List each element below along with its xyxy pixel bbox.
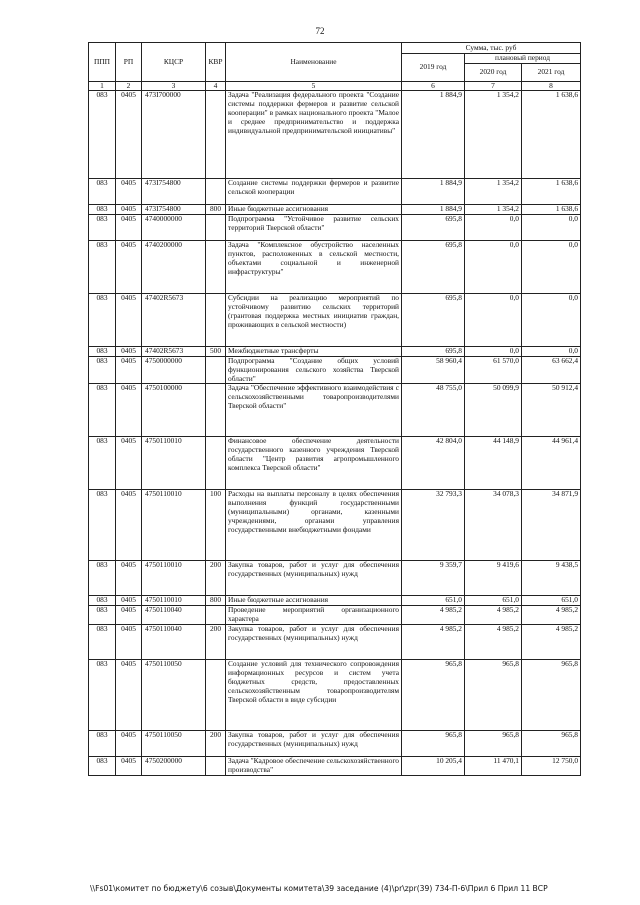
- kvr-cell: [206, 606, 226, 625]
- kvr-cell: 100: [206, 490, 226, 561]
- kvr-cell: [206, 90, 226, 178]
- header-2021: 2021 год: [522, 63, 581, 81]
- name-cell: Задача "Кадровое обеспечение сельскохозяйственного производства": [226, 757, 402, 776]
- amount-2020-cell: 0,0: [465, 240, 522, 293]
- ppp-cell: 083: [89, 660, 116, 731]
- table-row: [89, 437, 581, 490]
- amount-2020-cell: 0,0: [465, 293, 522, 346]
- name-cell: Закупка товаров, работ и услуг для обеспечения государственных (муниципальных) нужд: [226, 625, 402, 660]
- amount-2019-cell: 9 359,7: [402, 561, 465, 596]
- amount-2020-cell: 1 354,2: [465, 178, 522, 204]
- kvr-cell: 800: [206, 596, 226, 606]
- amount-2019-cell: 651,0: [402, 596, 465, 606]
- rp-cell: 0405: [116, 437, 142, 490]
- amount-2020-cell: 61 570,0: [465, 356, 522, 384]
- column-index: 1: [89, 81, 116, 90]
- file-path-footer: \\Fs01\комитет по бюджету\6 созыв\Документы комитета\39 заседание (4)\pr\zpr(39) 734-П-6\Прил 6 Прил 11 ВСР: [90, 884, 548, 893]
- ppp-cell: 083: [89, 240, 116, 293]
- amount-2019-cell: 4 985,2: [402, 625, 465, 660]
- amount-2019-cell: 695,8: [402, 214, 465, 240]
- rp-cell: 0405: [116, 356, 142, 384]
- rp-cell: 0405: [116, 346, 142, 356]
- name-cell: Финансовое обеспечение деятельности государственного казенного учреждения Тверской области "Центр развития агропромышленного комплекса Тверской области": [226, 437, 402, 490]
- amount-2020-cell: 50 099,9: [465, 384, 522, 437]
- kcsr-cell: 473I700000: [142, 90, 206, 178]
- amount-2019-cell: 1 884,9: [402, 90, 465, 178]
- amount-2020-cell: 9 419,6: [465, 561, 522, 596]
- rp-cell: 0405: [116, 660, 142, 731]
- table-row: [89, 346, 581, 356]
- kvr-cell: [206, 356, 226, 384]
- header-sum: Сумма, тыс. руб: [402, 43, 581, 54]
- amount-2020-cell: 0,0: [465, 214, 522, 240]
- header-plan-period: плановый период: [465, 54, 581, 64]
- ppp-cell: 083: [89, 204, 116, 214]
- header-2020: 2020 год: [465, 63, 522, 81]
- table-row: [89, 596, 581, 606]
- amount-2019-cell: 10 205,4: [402, 757, 465, 776]
- kcsr-cell: 4740200000: [142, 240, 206, 293]
- amount-2021-cell: 965,8: [522, 660, 581, 731]
- kvr-cell: [206, 214, 226, 240]
- kvr-cell: 200: [206, 561, 226, 596]
- ppp-cell: 083: [89, 178, 116, 204]
- name-cell: Задача "Реализация федерального проекта "Создание системы поддержки фермеров и развитие сельской кооперации" в рамках национального проекта "Малое и среднее предпринимательство и поддержка индивидуальной предпринимательской инициативы": [226, 90, 402, 178]
- amount-2020-cell: 4 985,2: [465, 625, 522, 660]
- kvr-cell: 200: [206, 625, 226, 660]
- name-cell: Подпрограмма "Устойчивое развитие сельских территорий Тверской области": [226, 214, 402, 240]
- name-cell: Иные бюджетные ассигнования: [226, 204, 402, 214]
- kvr-cell: [206, 757, 226, 776]
- rp-cell: 0405: [116, 214, 142, 240]
- kcsr-cell: 4750110040: [142, 606, 206, 625]
- kcsr-cell: 4750110010: [142, 561, 206, 596]
- table-row: [89, 561, 581, 596]
- kcsr-cell: 47402R5673: [142, 293, 206, 346]
- rp-cell: 0405: [116, 625, 142, 660]
- kvr-cell: [206, 384, 226, 437]
- ppp-cell: 083: [89, 356, 116, 384]
- rp-cell: 0405: [116, 606, 142, 625]
- kcsr-cell: 4750100000: [142, 384, 206, 437]
- kcsr-cell: 4750110010: [142, 490, 206, 561]
- amount-2019-cell: 48 755,0: [402, 384, 465, 437]
- kcsr-cell: 4750110040: [142, 625, 206, 660]
- amount-2019-cell: 695,8: [402, 240, 465, 293]
- ppp-cell: 083: [89, 625, 116, 660]
- amount-2021-cell: 4 985,2: [522, 606, 581, 625]
- rp-cell: 0405: [116, 240, 142, 293]
- amount-2019-cell: 1 884,9: [402, 204, 465, 214]
- header-ppp: ППП: [89, 43, 116, 82]
- amount-2019-cell: 965,8: [402, 731, 465, 757]
- table-row: [89, 606, 581, 625]
- name-cell: Подпрограмма "Создание общих условий функционирования сельского хозяйства Тверской области": [226, 356, 402, 384]
- table-row: [89, 178, 581, 204]
- kcsr-cell: 473I754800: [142, 204, 206, 214]
- amount-2020-cell: 11 470,1: [465, 757, 522, 776]
- name-cell: Задача "Комплексное обустройство населенных пунктов, расположенных в сельской местности, объектами социальной и инженерной инфраструктуры": [226, 240, 402, 293]
- column-index: 7: [465, 81, 522, 90]
- amount-2019-cell: 32 793,3: [402, 490, 465, 561]
- name-cell: Создание условий для технического сопровождения информационных ресурсов и систем учета бюджетных средств, предоставленных сельскохозяйственным товаропроизводителям Тверской области в виде субсидии: [226, 660, 402, 731]
- amount-2020-cell: 4 985,2: [465, 606, 522, 625]
- name-cell: Субсидии на реализацию мероприятий по устойчивому развитию сельских территорий (грантовая поддержка местных инициатив граждан, проживающих в сельской местности): [226, 293, 402, 346]
- kvr-cell: 800: [206, 204, 226, 214]
- page-number: 72: [315, 26, 325, 36]
- ppp-cell: 083: [89, 90, 116, 178]
- amount-2021-cell: 4 985,2: [522, 625, 581, 660]
- amount-2020-cell: 651,0: [465, 596, 522, 606]
- header-name: Наименование: [226, 43, 402, 82]
- kcsr-cell: 4750110010: [142, 596, 206, 606]
- kcsr-cell: 4750000000: [142, 356, 206, 384]
- amount-2021-cell: 0,0: [522, 346, 581, 356]
- amount-2021-cell: 0,0: [522, 214, 581, 240]
- amount-2021-cell: 0,0: [522, 293, 581, 346]
- name-cell: Проведение мероприятий организационного характера: [226, 606, 402, 625]
- header-kvr: КВР: [206, 43, 226, 82]
- rp-cell: 0405: [116, 178, 142, 204]
- table-row: [89, 214, 581, 240]
- amount-2019-cell: 695,8: [402, 346, 465, 356]
- name-cell: Закупка товаров, работ и услуг для обеспечения государственных (муниципальных) нужд: [226, 731, 402, 757]
- amount-2021-cell: 9 438,5: [522, 561, 581, 596]
- table-row: [89, 490, 581, 561]
- table-row: [89, 731, 581, 757]
- amount-2019-cell: 58 960,4: [402, 356, 465, 384]
- kcsr-cell: 4750200000: [142, 757, 206, 776]
- rp-cell: 0405: [116, 204, 142, 214]
- kcsr-cell: 47402R5673: [142, 346, 206, 356]
- table-row: [89, 384, 581, 437]
- kvr-cell: [206, 293, 226, 346]
- table-row: [89, 204, 581, 214]
- amount-2021-cell: 0,0: [522, 240, 581, 293]
- ppp-cell: 083: [89, 757, 116, 776]
- name-cell: Задача "Обеспечение эффективного взаимодействия с сельскохозяйственными товаропроизводителями Тверской области": [226, 384, 402, 437]
- ppp-cell: 083: [89, 490, 116, 561]
- amount-2020-cell: 0,0: [465, 346, 522, 356]
- column-index: 2: [116, 81, 142, 90]
- amount-2020-cell: 965,8: [465, 660, 522, 731]
- rp-cell: 0405: [116, 293, 142, 346]
- table-row: [89, 240, 581, 293]
- amount-2019-cell: 695,8: [402, 293, 465, 346]
- table-row: [89, 293, 581, 346]
- kvr-cell: 200: [206, 731, 226, 757]
- rp-cell: 0405: [116, 596, 142, 606]
- ppp-cell: 083: [89, 596, 116, 606]
- header-rp: РП: [116, 43, 142, 82]
- amount-2021-cell: 12 750,0: [522, 757, 581, 776]
- column-index: 8: [522, 81, 581, 90]
- budget-table: [88, 42, 581, 776]
- header-2019: 2019 год: [402, 54, 465, 82]
- name-cell: Межбюджетные трансферты: [226, 346, 402, 356]
- kcsr-cell: 4750110010: [142, 437, 206, 490]
- rp-cell: 0405: [116, 731, 142, 757]
- amount-2020-cell: 44 148,9: [465, 437, 522, 490]
- table-row: [89, 625, 581, 660]
- ppp-cell: 083: [89, 214, 116, 240]
- amount-2021-cell: 1 638,6: [522, 90, 581, 178]
- ppp-cell: 083: [89, 437, 116, 490]
- ppp-cell: 083: [89, 606, 116, 625]
- table-row: [89, 757, 581, 776]
- name-cell: Расходы на выплаты персоналу в целях обеспечения выполнения функций государственными (муниципальными) органами, казенными учреждениями, органами управления государственными внебюджетными фондами: [226, 490, 402, 561]
- amount-2021-cell: 965,8: [522, 731, 581, 757]
- ppp-cell: 083: [89, 561, 116, 596]
- header-kcsr: КЦСР: [142, 43, 206, 82]
- kcsr-cell: 4740000000: [142, 214, 206, 240]
- amount-2019-cell: 4 985,2: [402, 606, 465, 625]
- kcsr-cell: 4750110050: [142, 660, 206, 731]
- amount-2021-cell: 50 912,4: [522, 384, 581, 437]
- ppp-cell: 083: [89, 293, 116, 346]
- column-index: 5: [226, 81, 402, 90]
- amount-2019-cell: 42 804,0: [402, 437, 465, 490]
- amount-2021-cell: 651,0: [522, 596, 581, 606]
- column-index: 3: [142, 81, 206, 90]
- amount-2021-cell: 1 638,6: [522, 204, 581, 214]
- rp-cell: 0405: [116, 384, 142, 437]
- amount-2021-cell: 1 638,6: [522, 178, 581, 204]
- kcsr-cell: 473I754800: [142, 178, 206, 204]
- amount-2020-cell: 1 354,2: [465, 90, 522, 178]
- kvr-cell: [206, 178, 226, 204]
- amount-2021-cell: 63 662,4: [522, 356, 581, 384]
- column-index: 6: [402, 81, 465, 90]
- column-index: 4: [206, 81, 226, 90]
- rp-cell: 0405: [116, 490, 142, 561]
- name-cell: Создание системы поддержки фермеров и развитие сельской кооперации: [226, 178, 402, 204]
- table-row: [89, 356, 581, 384]
- kvr-cell: [206, 437, 226, 490]
- kvr-cell: [206, 240, 226, 293]
- ppp-cell: 083: [89, 731, 116, 757]
- kcsr-cell: 4750110050: [142, 731, 206, 757]
- rp-cell: 0405: [116, 90, 142, 178]
- table-row: [89, 90, 581, 178]
- kvr-cell: 500: [206, 346, 226, 356]
- amount-2019-cell: 1 884,9: [402, 178, 465, 204]
- amount-2021-cell: 34 871,9: [522, 490, 581, 561]
- amount-2021-cell: 44 961,4: [522, 437, 581, 490]
- ppp-cell: 083: [89, 346, 116, 356]
- amount-2019-cell: 965,8: [402, 660, 465, 731]
- table-row: [89, 660, 581, 731]
- name-cell: Иные бюджетные ассигнования: [226, 596, 402, 606]
- amount-2020-cell: 34 078,3: [465, 490, 522, 561]
- rp-cell: 0405: [116, 561, 142, 596]
- ppp-cell: 083: [89, 384, 116, 437]
- name-cell: Закупка товаров, работ и услуг для обеспечения государственных (муниципальных) нужд: [226, 561, 402, 596]
- kvr-cell: [206, 660, 226, 731]
- rp-cell: 0405: [116, 757, 142, 776]
- amount-2020-cell: 965,8: [465, 731, 522, 757]
- amount-2020-cell: 1 354,2: [465, 204, 522, 214]
